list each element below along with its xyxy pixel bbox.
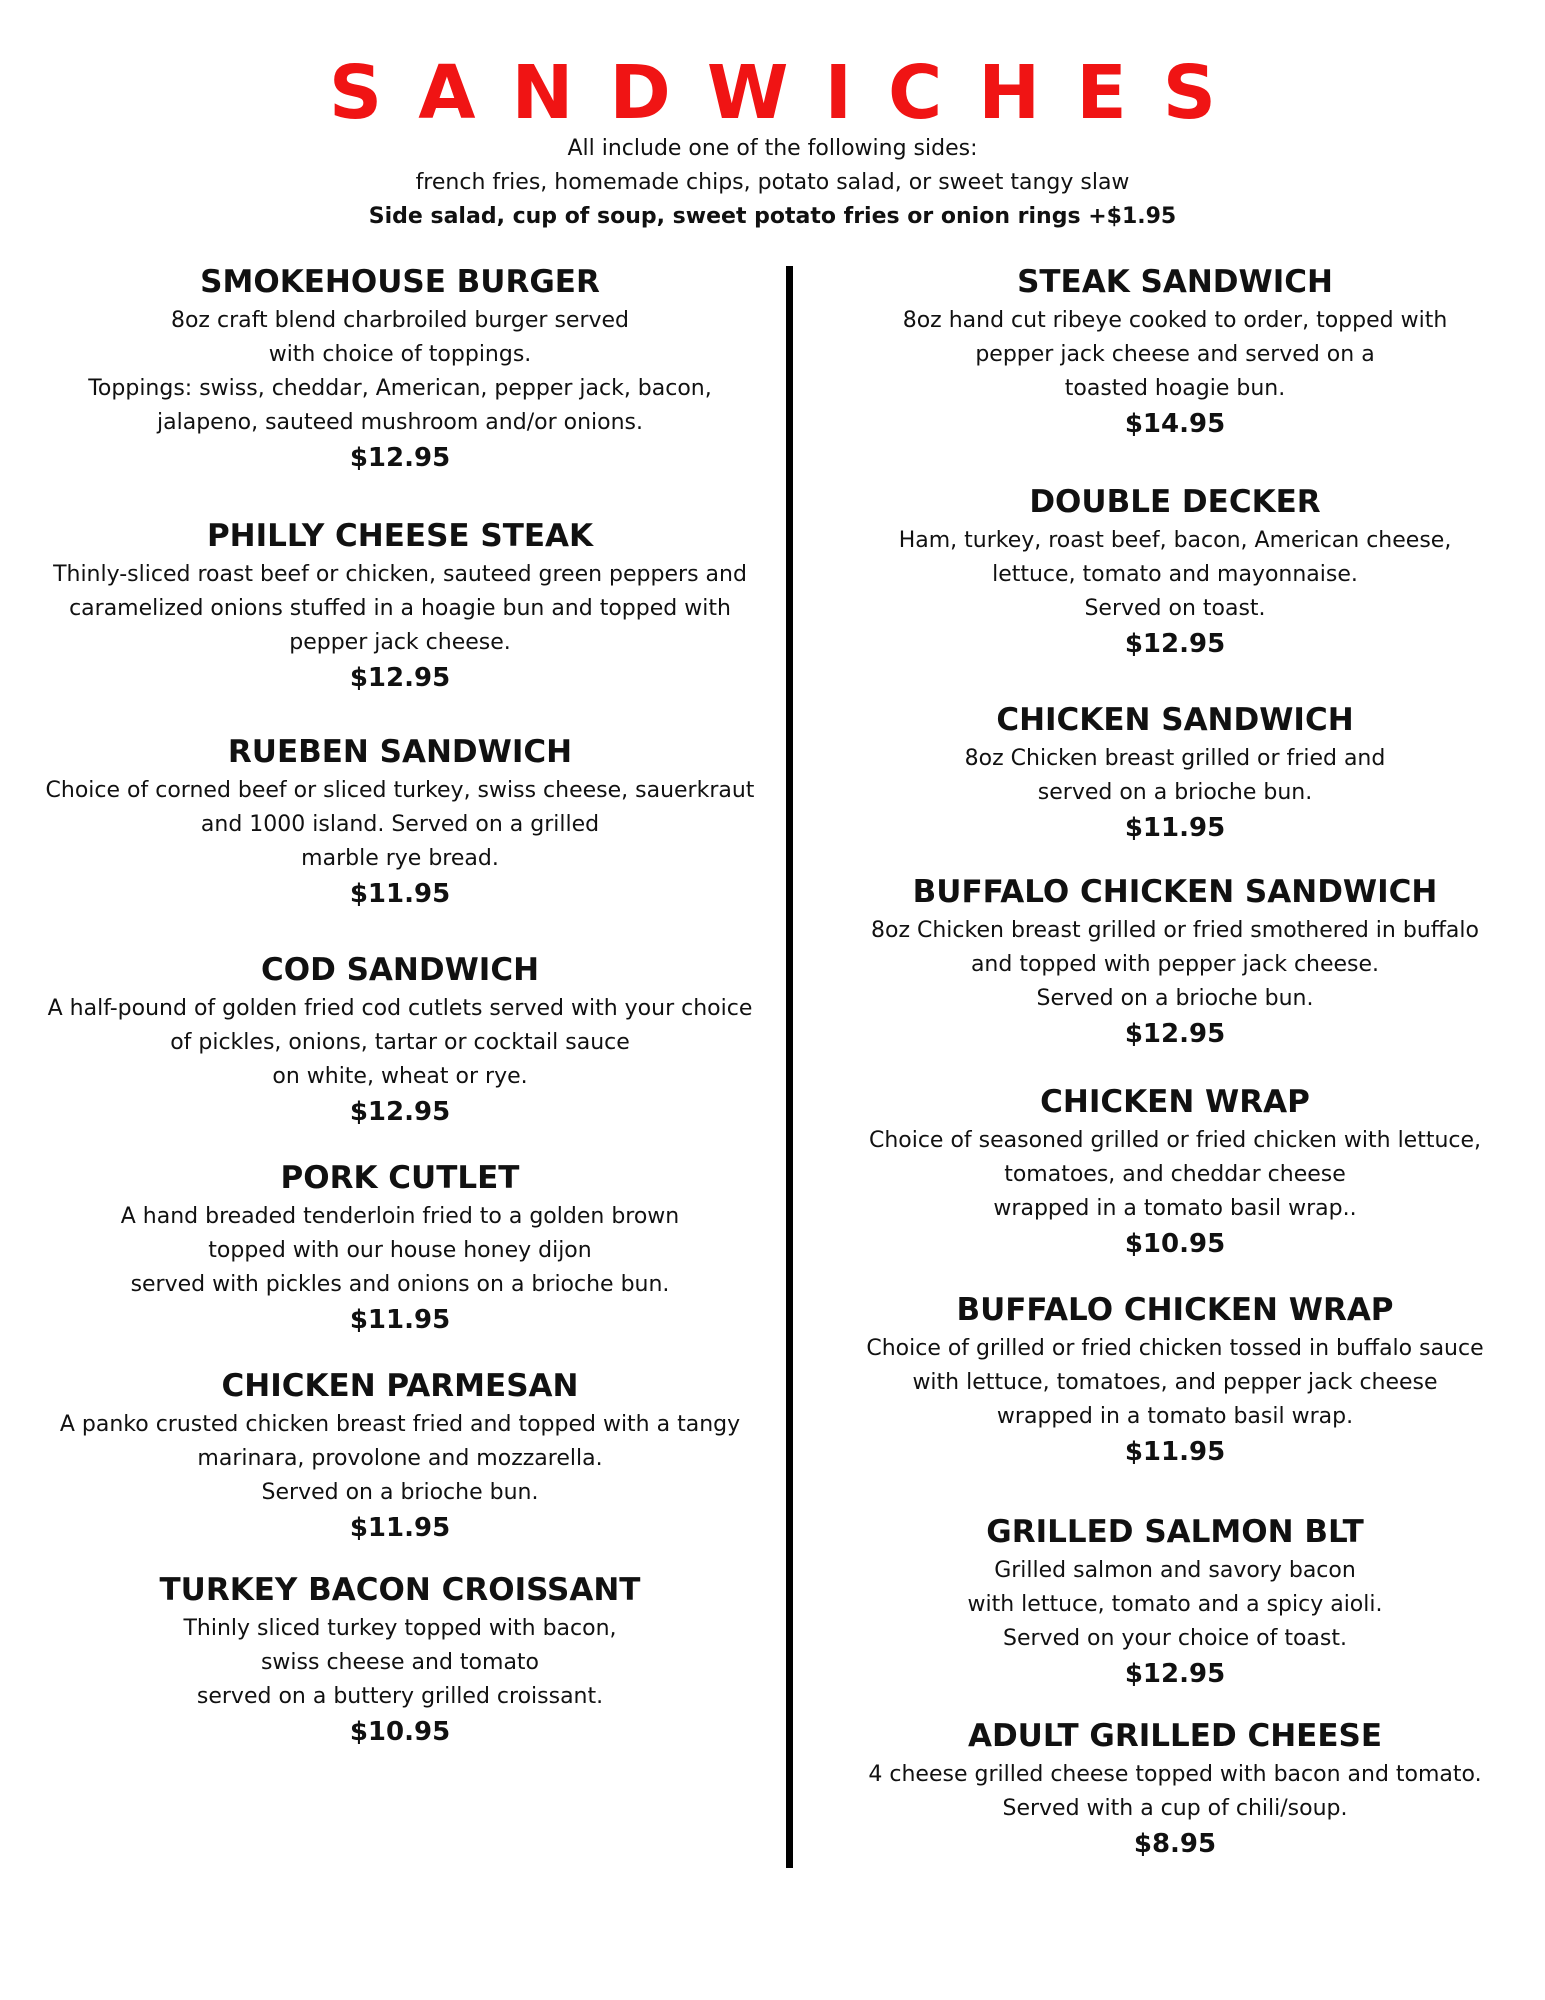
sides-info — [0, 132, 1545, 234]
menu-item-steak-sandwich — [830, 262, 1520, 442]
item-description: A hand breaded tenderloin fried to a golden brown topped with our house honey dijon served with pickles and onions on a brioche bun. — [120, 1204, 680, 1297]
item-name: CHICKEN WRAP — [1040, 1084, 1310, 1120]
item-name: CHICKEN PARMESAN — [221, 1368, 579, 1404]
item-name: COD SANDWICH — [260, 952, 540, 988]
menu-item-smokehouse-burger — [10, 262, 790, 476]
item-name: CHICKEN SANDWICH — [996, 702, 1354, 738]
item-price: $14.95 — [1124, 409, 1226, 439]
item-description: Choice of seasoned grilled or fried chicken with lettuce, tomatoes, and cheddar cheese wrapped in a tomato basil wrap.. — [868, 1128, 1482, 1221]
sides-intro-line: All include one of the following sides: — [567, 136, 978, 161]
item-price: $12.95 — [1124, 1019, 1226, 1049]
item-name: ADULT GRILLED CHEESE — [967, 1718, 1383, 1754]
menu-item-turkey-bacon-croissant — [10, 1570, 790, 1750]
item-description: Thinly-sliced roast beef or chicken, sauteed green peppers and caramelized onions stuffed in a hoagie bun and topped with pepper jack cheese. — [53, 562, 747, 655]
upgrade-sides-line: Side salad, cup of soup, sweet potato fries or onion rings +$1.95 — [368, 204, 1177, 229]
menu-item-cod-sandwich — [10, 950, 790, 1130]
item-description: 8oz craft blend charbroiled burger served with choice of toppings. Toppings: swiss, cheddar, American, pepper jack, bacon, jalapeno, sauteed mushroom and/or onions. — [88, 308, 712, 435]
menu-item-chicken-sandwich — [830, 700, 1520, 846]
menu-item-chicken-parmesan — [10, 1366, 790, 1546]
item-name: BUFFALO CHICKEN SANDWICH — [912, 874, 1438, 910]
menu-item-double-decker — [830, 482, 1520, 662]
item-price: $12.95 — [349, 443, 451, 473]
menu-item-buffalo-chicken-wrap — [830, 1290, 1520, 1470]
item-description: A panko crusted chicken breast fried and topped with a tangy marinara, provolone and mozzarella. Served on a brioche bun. — [59, 1412, 741, 1505]
item-price: $11.95 — [1124, 1437, 1226, 1467]
item-price: $8.95 — [1133, 1829, 1217, 1859]
item-name: TURKEY BACON CROISSANT — [159, 1572, 641, 1608]
item-name: STEAK SANDWICH — [1017, 264, 1333, 300]
item-description: Thinly sliced turkey topped with bacon, swiss cheese and tomato served on a buttery grilled croissant. — [183, 1616, 617, 1709]
menu-title: SANDWICHES — [328, 50, 1253, 136]
item-description: 8oz Chicken breast grilled or fried and served on a brioche bun. — [964, 746, 1386, 805]
item-price: $12.95 — [1124, 1659, 1226, 1689]
item-name: PORK CUTLET — [280, 1160, 520, 1196]
item-price: $11.95 — [349, 879, 451, 909]
item-price: $12.95 — [349, 1097, 451, 1127]
item-price: $12.95 — [349, 663, 451, 693]
menu-item-adult-grilled-cheese — [830, 1716, 1520, 1862]
item-description: Choice of corned beef or sliced turkey, swiss cheese, sauerkraut and 1000 island. Served on a grilled marble rye bread. — [45, 778, 755, 871]
menu-item-philly-cheese-steak — [10, 516, 790, 696]
menu-item-chicken-wrap — [830, 1082, 1520, 1262]
item-price: $10.95 — [1124, 1229, 1226, 1259]
item-name: RUEBEN SANDWICH — [227, 734, 573, 770]
item-description: 4 cheese grilled cheese topped with bacon and tomato. Served with a cup of chili/soup. — [868, 1762, 1482, 1821]
item-name: GRILLED SALMON BLT — [986, 1514, 1364, 1550]
menu-item-grilled-salmon-blt — [830, 1512, 1520, 1692]
item-price: $11.95 — [349, 1305, 451, 1335]
item-description: Ham, turkey, roast beef, bacon, American cheese, lettuce, tomato and mayonnaise. Served on toast. — [898, 528, 1452, 621]
item-description: 8oz hand cut ribeye cooked to order, topped with pepper jack cheese and served on a toasted hoagie bun. — [902, 308, 1448, 401]
sides-options-line: french fries, homemade chips, potato salad, or sweet tangy slaw — [415, 170, 1130, 195]
item-name: DOUBLE DECKER — [1029, 484, 1321, 520]
item-name: PHILLY CHEESE STEAK — [206, 518, 594, 554]
item-name: SMOKEHOUSE BURGER — [200, 264, 600, 300]
menu-item-pork-cutlet — [10, 1158, 790, 1338]
item-description: Grilled salmon and savory bacon with lettuce, tomato and a spicy aioli. Served on your choice of toast. — [967, 1558, 1383, 1651]
item-price: $11.95 — [349, 1513, 451, 1543]
item-description: Choice of grilled or fried chicken tossed in buffalo sauce with lettuce, tomatoes, and pepper jack cheese wrapped in a tomato basil wrap. — [866, 1336, 1484, 1429]
item-description: 8oz Chicken breast grilled or fried smothered in buffalo and topped with pepper jack cheese. Served on a brioche bun. — [871, 918, 1479, 1011]
item-price: $11.95 — [1124, 813, 1226, 843]
item-name: BUFFALO CHICKEN WRAP — [956, 1292, 1394, 1328]
item-description: A half-pound of golden fried cod cutlets served with your choice of pickles, onions, tartar or cocktail sauce on white, wheat or rye. — [47, 996, 753, 1089]
menu-item-buffalo-chicken-sandwich — [830, 872, 1520, 1052]
menu-item-rueben-sandwich — [10, 732, 790, 912]
item-price: $12.95 — [1124, 629, 1226, 659]
item-price: $10.95 — [349, 1717, 451, 1747]
